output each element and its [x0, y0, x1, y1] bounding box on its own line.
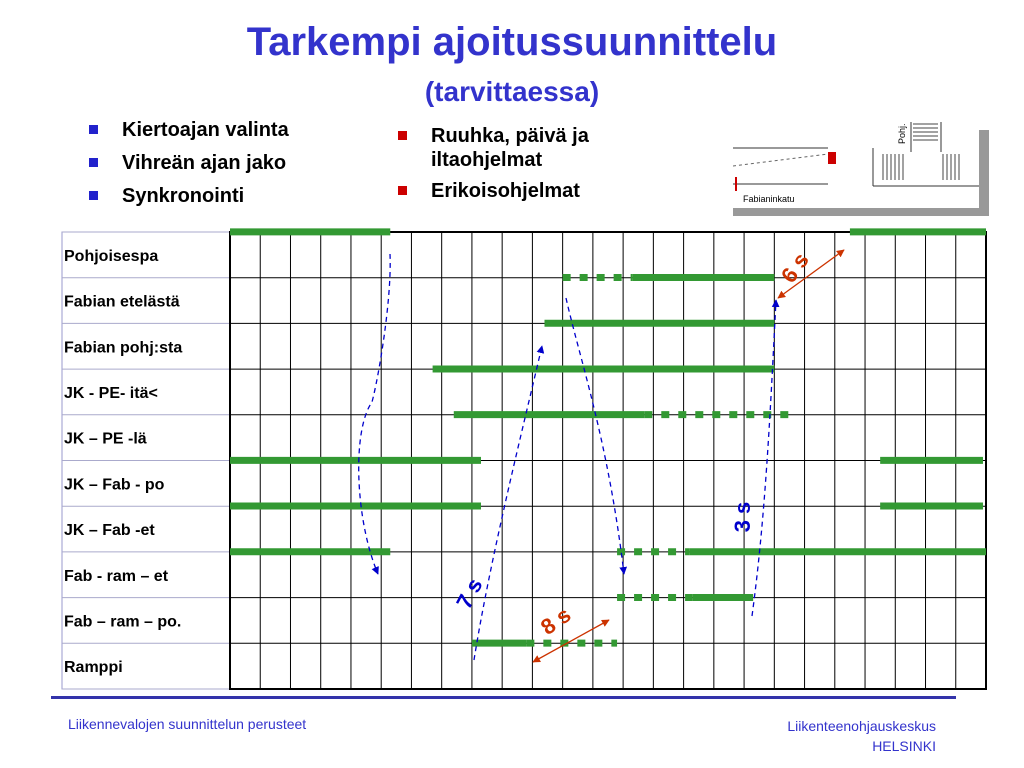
timing-grid — [62, 232, 986, 689]
row-label: JK – Fab -et — [64, 522, 155, 540]
row-label: Fab - ram – et — [64, 567, 169, 585]
footer-city: HELSINKI — [872, 738, 936, 754]
row-label: JK - PE- itä< — [64, 384, 158, 402]
bullet-text: Synkronointi — [122, 185, 245, 207]
row-label: Fabian pohj:sta — [64, 339, 183, 357]
bullet-text: Ruuhka, päivä ja iltaohjelmat — [431, 125, 589, 171]
footer-rule — [51, 696, 956, 699]
blue-transition-arrow — [752, 300, 776, 616]
duration-label: 6 s — [775, 247, 814, 288]
slide-title: Tarkempi ajoitussuunnittelu — [246, 20, 778, 64]
row-label: Ramppi — [64, 659, 123, 677]
row-label: Fab – ram – po. — [64, 613, 182, 631]
green-intervals — [230, 232, 986, 643]
bullet-text: Kiertoajan valinta — [122, 119, 289, 141]
map-bottom-label: Fabianinkatu — [743, 194, 795, 204]
row-label: JK – PE -lä — [64, 430, 147, 448]
footer-left: Liikennevalojen suunnittelun perusteet — [68, 716, 307, 732]
footer-organization: Liikenteenohjauskeskus — [787, 718, 936, 734]
slide-subtitle: (tarvittaessa) — [424, 76, 600, 107]
annotations — [451, 248, 814, 640]
bullet-text: Erikoisohjelmat — [431, 180, 580, 202]
transition-arrows — [359, 247, 844, 662]
duration-label: 8 s — [535, 601, 576, 640]
row-labels — [64, 248, 182, 676]
footer-right — [787, 716, 936, 756]
map-top-label: Pohj. — [897, 123, 907, 144]
blue-transition-arrow — [474, 346, 542, 660]
row-label: Fabian etelästä — [64, 293, 180, 311]
duration-label: 3 s — [730, 501, 755, 533]
row-label: Pohjoisespa — [64, 247, 159, 265]
bullet-text: Vihreän ajan jako — [122, 152, 287, 174]
blue-transition-arrow — [566, 298, 624, 574]
duration-label: 7 s — [451, 574, 488, 613]
blue-transition-arrow — [359, 254, 390, 574]
row-label: JK – Fab - po — [64, 476, 165, 494]
